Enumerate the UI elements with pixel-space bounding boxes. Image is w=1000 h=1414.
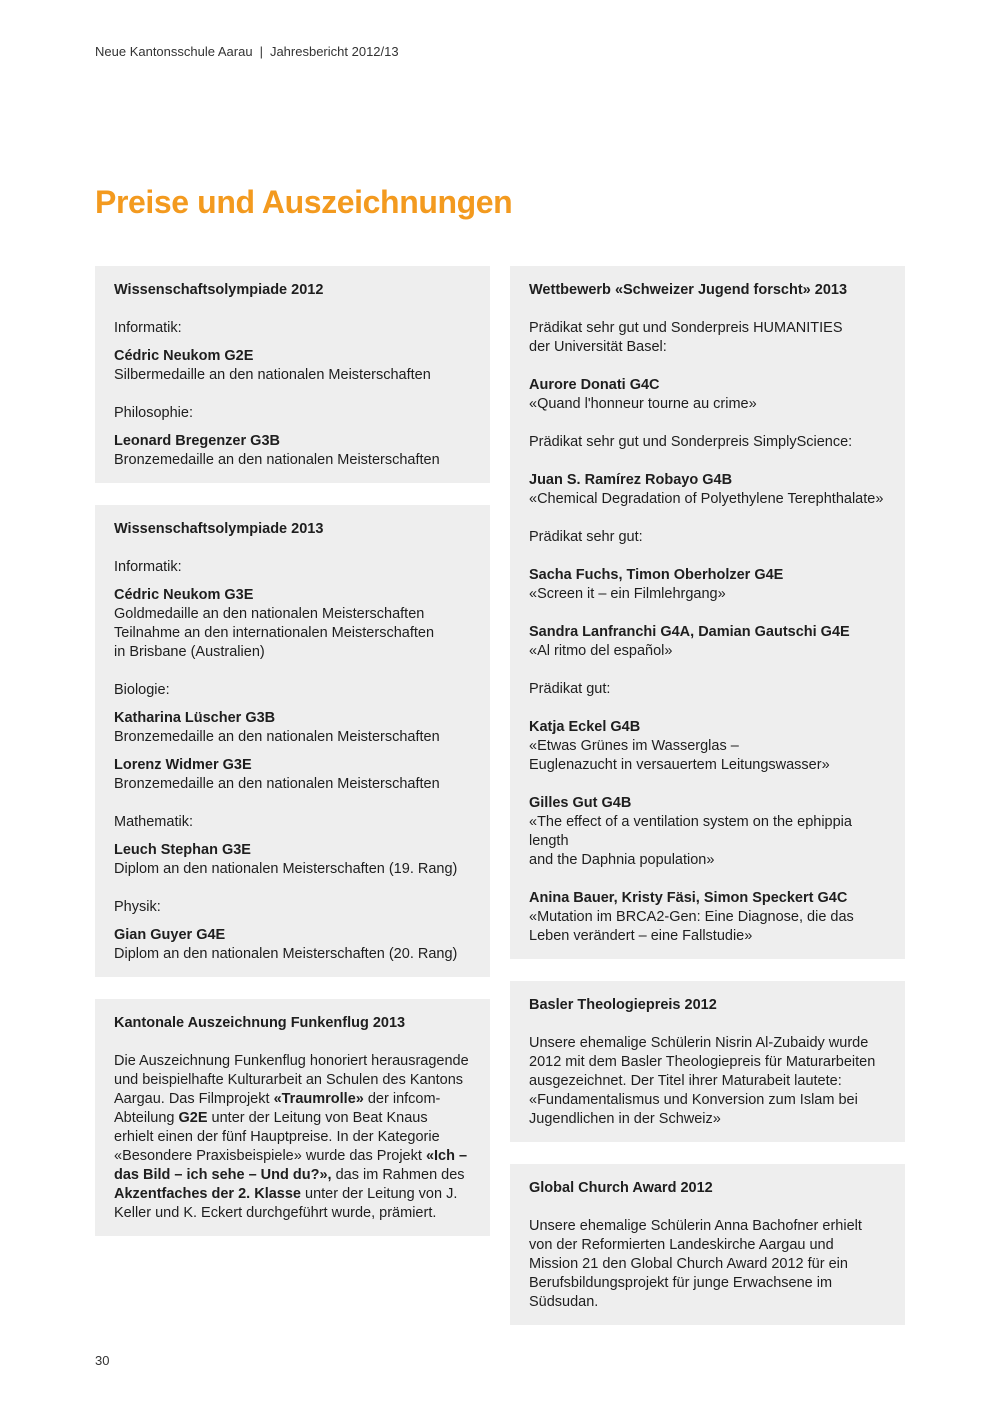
- box-title: Global Church Award 2012: [529, 1180, 713, 1196]
- global-church-text: Unsere ehemalige Schülerin Anna Bachofner erhielt von der Reformierten Landeskirche Aargau und Mission 21 den Global Church Award 2012 für ein Berufsbildungsprojekt für junge Erwachsene im Südsudan.: [529, 1218, 862, 1310]
- award-text: Teilnahme an den internationalen Meisterschaften: [114, 625, 435, 641]
- box-title: Wettbewerb «Schweizer Jugend forscht» 2013: [529, 282, 848, 298]
- rating-label: Prädikat sehr gut:: [529, 529, 643, 545]
- olympiade-2013-box: [95, 505, 490, 977]
- class-name: G2E: [178, 1110, 208, 1126]
- winner-name: Gilles Gut G4B: [529, 795, 632, 811]
- box-title: Kantonale Auszeichnung Funkenflug 2013: [114, 1015, 406, 1031]
- winner-name: Anina Bauer, Kristy Fäsi, Simon Speckert G4C: [529, 890, 848, 906]
- box-title: Basler Theologiepreis 2012: [529, 997, 717, 1013]
- subject-name: Akzentfaches der 2. Klasse: [114, 1186, 301, 1202]
- text-run: unter der Leitung von J. Keller und K. Eckert durchgeführt wurde, prämiert.: [114, 1186, 458, 1221]
- work-title: «The effect of a ventilation system on the ephippia length: [529, 814, 852, 849]
- header-school: Neue Kantonsschule Aarau: [95, 44, 253, 59]
- text-run: unter der Leitung von Beat Knaus erhielt einen der fünf Hauptpreise. In der Kategorie «Besondere Praxisbeispiele» wurde das Projekt: [114, 1110, 440, 1164]
- olympiade-2012-box: [95, 266, 490, 483]
- award-text: Bronzemedaille an den nationalen Meisterschaften: [114, 452, 440, 468]
- text-run: das im Rahmen des: [331, 1167, 465, 1183]
- left-column: [95, 266, 490, 1236]
- jugend-forscht-box: [510, 266, 905, 959]
- winner-name: Sacha Fuchs, Timon Oberholzer G4E: [529, 567, 784, 583]
- right-column: [510, 266, 905, 1325]
- work-title: «Chemical Degradation of Polyethylene Terephthalate»: [529, 491, 884, 507]
- winner-name: Aurore Donati G4C: [529, 377, 660, 393]
- winner-name: Sandra Lanfranchi G4A, Damian Gautschi G4E: [529, 624, 850, 640]
- running-header: [95, 44, 399, 59]
- rating-label: Prädikat gut:: [529, 681, 611, 697]
- winner-name: Juan S. Ramírez Robayo G4B: [529, 472, 733, 488]
- category-label: Biologie:: [114, 682, 170, 698]
- project-title: «Ich – das Bild – ich sehe – Und du?»,: [114, 1148, 468, 1183]
- page-number: 30: [95, 1353, 110, 1368]
- winner-name: Cédric Neukom G2E: [114, 348, 254, 364]
- award-text: in Brisbane (Australien): [114, 644, 265, 660]
- award-text: Bronzemedaille an den nationalen Meisterschaften: [114, 776, 440, 792]
- theologiepreis-text: Unsere ehemalige Schülerin Nisrin Al-Zubaidy wurde 2012 mit dem Basler Theologiepreis für Maturarbeiten ausgezeichnet. Der Titel ihrer Maturabeit lautete: «Fundamentalismus und Konversion zum Islam bei Jugendlichen in der Schweiz»: [529, 1035, 876, 1127]
- winner-name: Gian Guyer G4E: [114, 927, 226, 943]
- work-title: «Al ritmo del español»: [529, 643, 673, 659]
- category-label: Informatik:: [114, 559, 182, 575]
- winner-name: Leonard Bregenzer G3B: [114, 433, 280, 449]
- header-separator: |: [259, 44, 263, 59]
- award-text: Diplom an den nationalen Meisterschaften (20. Rang): [114, 946, 458, 962]
- award-text: Diplom an den nationalen Meisterschaften (19. Rang): [114, 861, 458, 877]
- award-text: Silbermedaille an den nationalen Meisterschaften: [114, 367, 431, 383]
- category-label: Informatik:: [114, 320, 182, 336]
- work-title: Euglenazucht in versauertem Leitungswasser»: [529, 757, 830, 773]
- text-run: Die Auszeichnung Funkenflug honoriert herausragende und beispielhafte Kulturarbeit an Schulen des Kantons Aargau. Das Filmprojekt: [114, 1053, 469, 1107]
- work-title: Leben verändert – eine Fallstudie»: [529, 928, 753, 944]
- work-title: «Etwas Grünes im Wasserglas –: [529, 738, 739, 754]
- winner-name: Leuch Stephan G3E: [114, 842, 251, 858]
- winner-name: Cédric Neukom G3E: [114, 587, 254, 603]
- rating-label: Prädikat sehr gut und Sonderpreis SimplyScience:: [529, 434, 853, 450]
- funkenflug-paragraph: [114, 1052, 471, 1223]
- box-title: Wissenschaftsolympiade 2013: [114, 521, 324, 537]
- rating-label: Prädikat sehr gut und Sonderpreis HUMANITIES: [529, 320, 843, 336]
- rating-label: der Universität Basel:: [529, 339, 667, 355]
- theologiepreis-box: [510, 981, 905, 1142]
- award-text: Goldmedaille an den nationalen Meisterschaften: [114, 606, 425, 622]
- page-title: Preise und Auszeichnungen: [95, 184, 513, 220]
- work-title: «Quand l'honneur tourne au crime»: [529, 396, 757, 412]
- category-label: Philosophie:: [114, 405, 193, 421]
- project-title: «Traumrolle»: [273, 1091, 364, 1107]
- box-title: Wissenschaftsolympiade 2012: [114, 282, 324, 298]
- winner-name: Katharina Lüscher G3B: [114, 710, 276, 726]
- winner-name: Katja Eckel G4B: [529, 719, 641, 735]
- global-church-box: [510, 1164, 905, 1325]
- award-text: Bronzemedaille an den nationalen Meisterschaften: [114, 729, 440, 745]
- work-title: and the Daphnia population»: [529, 852, 715, 868]
- funkenflug-box: [95, 999, 490, 1236]
- work-title: «Screen it – ein Filmlehrgang»: [529, 586, 726, 602]
- category-label: Physik:: [114, 899, 161, 915]
- winner-name: Lorenz Widmer G3E: [114, 757, 252, 773]
- text-run: der infcom-Abteilung: [114, 1091, 441, 1126]
- header-report: Jahresbericht 2012/13: [269, 44, 399, 59]
- category-label: Mathematik:: [114, 814, 193, 830]
- work-title: «Mutation im BRCA2-Gen: Eine Diagnose, die das: [529, 909, 854, 925]
